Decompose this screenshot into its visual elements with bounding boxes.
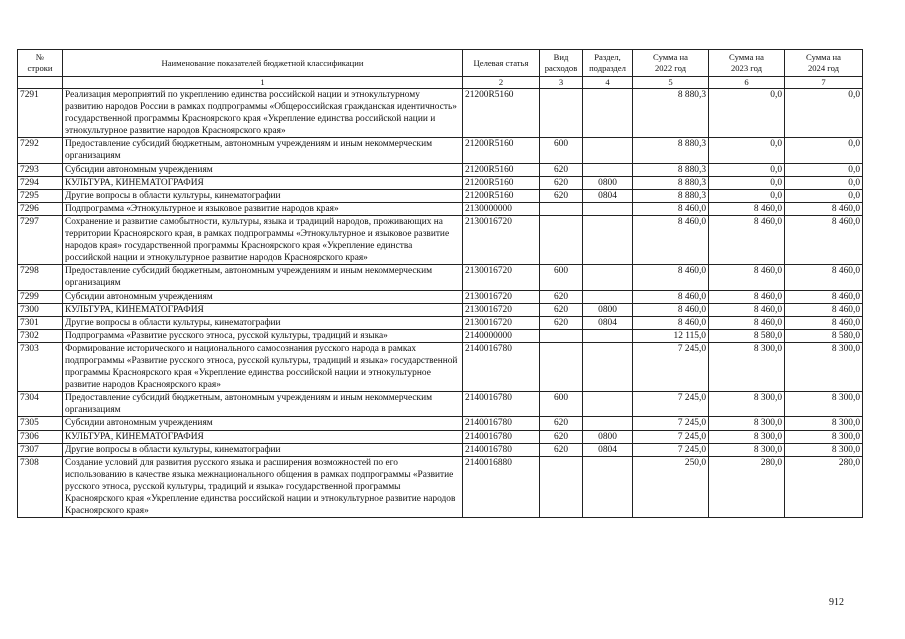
table-row [18, 163, 863, 176]
section-cell [583, 138, 633, 163]
sum-2023-cell: 8 460,0 [709, 265, 785, 290]
expense-type-cell: 620 [540, 163, 583, 176]
row-number-cell: 7308 [18, 456, 63, 517]
sum-2024-cell: 8 300,0 [785, 342, 863, 391]
row-number-cell: 7291 [18, 89, 63, 138]
table-row [18, 417, 863, 430]
sum-2024-cell: 0,0 [785, 163, 863, 176]
sum-2023-cell: 280,0 [709, 456, 785, 517]
table-row [18, 290, 863, 303]
row-number-cell: 7303 [18, 342, 63, 391]
sum-2024-cell: 8 460,0 [785, 202, 863, 215]
table-row [18, 265, 863, 290]
sum-2023-cell: 8 300,0 [709, 430, 785, 443]
target-article-cell: 2140000000 [463, 329, 540, 342]
expense-type-cell: 620 [540, 443, 583, 456]
column-number: 1 [63, 77, 463, 89]
row-name-cell: Реализация мероприятий по укреплению единства российской нации и этнокультурному развитию народов России в рамках подпрограммы «Общероссийская гражданская идентичность» государственной программы Красноярского края «Укрепление единства российской нации и этнокультурное развитие народов Красноярского края» [63, 89, 463, 138]
column-number: 5 [633, 77, 709, 89]
row-name-cell: Субсидии автономным учреждениям [63, 417, 463, 430]
target-article-cell: 2130016720 [463, 303, 540, 316]
row-name-cell: Субсидии автономным учреждениям [63, 290, 463, 303]
row-name-cell: Сохранение и развитие самобытности, культуры, языка и традиций народов, проживающих на территории Красноярского края, в рамках подпрограммы «Этнокультурное и языковое развитие народов края» государственной программы Красноярского края «Укрепление единства российской нации и этнокультурное развитие народов Красноярского края» [63, 215, 463, 264]
row-name-cell: Предоставление субсидий бюджетным, автономным учреждениям и иным некоммерческим организациям [63, 392, 463, 417]
sum-2023-cell: 8 460,0 [709, 290, 785, 303]
section-cell [583, 392, 633, 417]
row-name-cell: КУЛЬТУРА, КИНЕМАТОГРАФИЯ [63, 303, 463, 316]
sum-2023-cell: 8 580,0 [709, 329, 785, 342]
column-number: 6 [709, 77, 785, 89]
sum-2023-cell: 8 300,0 [709, 392, 785, 417]
column-number: 4 [583, 77, 633, 89]
row-number-cell: 7292 [18, 138, 63, 163]
expense-type-cell: 600 [540, 392, 583, 417]
table-row [18, 189, 863, 202]
sum-2022-cell: 8 880,3 [633, 189, 709, 202]
sum-2024-cell: 0,0 [785, 89, 863, 138]
column-number [18, 77, 63, 89]
sum-2022-cell: 8 880,3 [633, 89, 709, 138]
row-number-cell: 7301 [18, 316, 63, 329]
row-number-cell: 7297 [18, 215, 63, 264]
expense-type-cell: 620 [540, 189, 583, 202]
col-header-sum-2023: Сумма на 2023 год [709, 50, 785, 77]
column-number-row [18, 77, 863, 89]
column-number: 7 [785, 77, 863, 89]
row-name-cell: Создание условий для развития русского языка и расширения возможностей по его использованию в качестве языка межнационального общения в рамках подпрограммы «Развитие русского этноса, русской культуры, традиций и языка» государственной программы Красноярского края «Укрепление единства российской нации и этнокультурное развитие народов Красноярского края» [63, 456, 463, 517]
sum-2022-cell: 7 245,0 [633, 430, 709, 443]
table-row [18, 303, 863, 316]
sum-2022-cell: 250,0 [633, 456, 709, 517]
expense-type-cell [540, 89, 583, 138]
sum-2023-cell: 0,0 [709, 176, 785, 189]
target-article-cell: 2140016780 [463, 342, 540, 391]
sum-2022-cell: 8 880,3 [633, 138, 709, 163]
expense-type-cell: 620 [540, 430, 583, 443]
sum-2024-cell: 0,0 [785, 189, 863, 202]
row-name-cell: Другие вопросы в области культуры, кинематографии [63, 316, 463, 329]
section-cell: 0804 [583, 443, 633, 456]
sum-2024-cell: 8 300,0 [785, 443, 863, 456]
row-name-cell: Подпрограмма «Развитие русского этноса, русской культуры, традиций и языка» [63, 329, 463, 342]
row-number-cell: 7295 [18, 189, 63, 202]
sum-2023-cell: 8 460,0 [709, 303, 785, 316]
target-article-cell: 2140016780 [463, 392, 540, 417]
row-name-cell: Подпрограмма «Этнокультурное и языковое развитие народов края» [63, 202, 463, 215]
section-cell: 0800 [583, 430, 633, 443]
sum-2023-cell: 0,0 [709, 138, 785, 163]
sum-2022-cell: 8 460,0 [633, 290, 709, 303]
sum-2023-cell: 8 300,0 [709, 443, 785, 456]
sum-2023-cell: 0,0 [709, 89, 785, 138]
row-number-cell: 7304 [18, 392, 63, 417]
page-number: 912 [829, 597, 844, 608]
table-row [18, 443, 863, 456]
target-article-cell: 21200R5160 [463, 163, 540, 176]
row-name-cell: Предоставление субсидий бюджетным, автономным учреждениям и иным некоммерческим организациям [63, 138, 463, 163]
table-row [18, 430, 863, 443]
table-row [18, 392, 863, 417]
expense-type-cell [540, 342, 583, 391]
expense-type-cell: 600 [540, 138, 583, 163]
col-header-sum-2024: Сумма на 2024 год [785, 50, 863, 77]
col-header-section: Раздел, подраздел [583, 50, 633, 77]
section-cell [583, 417, 633, 430]
target-article-cell: 2140016780 [463, 417, 540, 430]
table-row [18, 176, 863, 189]
target-article-cell: 2130016720 [463, 316, 540, 329]
section-cell: 0800 [583, 176, 633, 189]
sum-2024-cell: 8 460,0 [785, 316, 863, 329]
col-header-row-number: № строки [18, 50, 63, 77]
table-row [18, 316, 863, 329]
sum-2024-cell: 8 300,0 [785, 417, 863, 430]
sum-2022-cell: 8 460,0 [633, 316, 709, 329]
sum-2024-cell: 0,0 [785, 176, 863, 189]
target-article-cell: 2140016880 [463, 456, 540, 517]
sum-2024-cell: 280,0 [785, 456, 863, 517]
column-number: 2 [463, 77, 540, 89]
row-name-cell: Субсидии автономным учреждениям [63, 163, 463, 176]
sum-2024-cell: 8 300,0 [785, 392, 863, 417]
col-header-expense-type: Вид расходов [540, 50, 583, 77]
section-cell [583, 265, 633, 290]
target-article-cell: 21200R5160 [463, 138, 540, 163]
section-cell [583, 163, 633, 176]
sum-2022-cell: 8 460,0 [633, 215, 709, 264]
sum-2024-cell: 8 460,0 [785, 265, 863, 290]
sum-2022-cell: 8 880,3 [633, 163, 709, 176]
table-row [18, 138, 863, 163]
expense-type-cell [540, 215, 583, 264]
expense-type-cell: 600 [540, 265, 583, 290]
row-number-cell: 7298 [18, 265, 63, 290]
target-article-cell: 21200R5160 [463, 189, 540, 202]
target-article-cell: 2130016720 [463, 215, 540, 264]
column-number: 3 [540, 77, 583, 89]
expense-type-cell: 620 [540, 316, 583, 329]
table-row [18, 89, 863, 138]
sum-2024-cell: 8 460,0 [785, 303, 863, 316]
section-cell [583, 202, 633, 215]
target-article-cell: 21200R5160 [463, 176, 540, 189]
sum-2022-cell: 7 245,0 [633, 443, 709, 456]
row-number-cell: 7299 [18, 290, 63, 303]
row-name-cell: Формирование исторического и национального самосознания русского народа в рамках подпрограммы «Развитие русского этноса, русской культуры, традиций и языка» государственной программы Красноярского края «Укрепление единства российской нации и этнокультурное развитие народов Красноярского края» [63, 342, 463, 391]
row-number-cell: 7307 [18, 443, 63, 456]
target-article-cell: 2140016780 [463, 430, 540, 443]
sum-2022-cell: 7 245,0 [633, 342, 709, 391]
table-row [18, 329, 863, 342]
sum-2024-cell: 8 460,0 [785, 215, 863, 264]
row-name-cell: Предоставление субсидий бюджетным, автономным учреждениям и иным некоммерческим организациям [63, 265, 463, 290]
expense-type-cell [540, 202, 583, 215]
target-article-cell: 2140016780 [463, 443, 540, 456]
row-name-cell: КУЛЬТУРА, КИНЕМАТОГРАФИЯ [63, 430, 463, 443]
expense-type-cell [540, 456, 583, 517]
section-cell [583, 290, 633, 303]
section-cell: 0804 [583, 316, 633, 329]
sum-2023-cell: 8 300,0 [709, 342, 785, 391]
expense-type-cell: 620 [540, 417, 583, 430]
target-article-cell: 21200R5160 [463, 89, 540, 138]
sum-2022-cell: 7 245,0 [633, 392, 709, 417]
section-cell: 0804 [583, 189, 633, 202]
row-number-cell: 7305 [18, 417, 63, 430]
row-number-cell: 7294 [18, 176, 63, 189]
row-name-cell: Другие вопросы в области культуры, кинематографии [63, 443, 463, 456]
expense-type-cell: 620 [540, 176, 583, 189]
col-header-target-article: Целевая статья [463, 50, 540, 77]
row-number-cell: 7293 [18, 163, 63, 176]
row-number-cell: 7296 [18, 202, 63, 215]
expense-type-cell: 620 [540, 290, 583, 303]
sum-2024-cell: 8 460,0 [785, 290, 863, 303]
table-row [18, 215, 863, 264]
sum-2024-cell: 8 300,0 [785, 430, 863, 443]
section-cell [583, 215, 633, 264]
col-header-name: Наименование показателей бюджетной классификации [63, 50, 463, 77]
table-row [18, 342, 863, 391]
sum-2023-cell: 0,0 [709, 189, 785, 202]
sum-2022-cell: 8 460,0 [633, 265, 709, 290]
sum-2023-cell: 8 460,0 [709, 316, 785, 329]
section-cell: 0800 [583, 303, 633, 316]
row-name-cell: КУЛЬТУРА, КИНЕМАТОГРАФИЯ [63, 176, 463, 189]
sum-2023-cell: 0,0 [709, 163, 785, 176]
budget-table [17, 49, 863, 518]
expense-type-cell: 620 [540, 303, 583, 316]
sum-2022-cell: 7 245,0 [633, 417, 709, 430]
section-cell [583, 89, 633, 138]
sum-2022-cell: 8 460,0 [633, 202, 709, 215]
table-row [18, 456, 863, 517]
target-article-cell: 2130000000 [463, 202, 540, 215]
sum-2022-cell: 8 460,0 [633, 303, 709, 316]
row-name-cell: Другие вопросы в области культуры, кинематографии [63, 189, 463, 202]
section-cell [583, 342, 633, 391]
row-number-cell: 7306 [18, 430, 63, 443]
table-row [18, 202, 863, 215]
sum-2024-cell: 0,0 [785, 138, 863, 163]
sum-2023-cell: 8 460,0 [709, 215, 785, 264]
sum-2023-cell: 8 300,0 [709, 417, 785, 430]
row-number-cell: 7302 [18, 329, 63, 342]
target-article-cell: 2130016720 [463, 265, 540, 290]
sum-2023-cell: 8 460,0 [709, 202, 785, 215]
row-number-cell: 7300 [18, 303, 63, 316]
section-cell [583, 329, 633, 342]
col-header-sum-2022: Сумма на 2022 год [633, 50, 709, 77]
section-cell [583, 456, 633, 517]
sum-2022-cell: 8 880,3 [633, 176, 709, 189]
sum-2022-cell: 12 115,0 [633, 329, 709, 342]
target-article-cell: 2130016720 [463, 290, 540, 303]
table-header-row [18, 50, 863, 77]
sum-2024-cell: 8 580,0 [785, 329, 863, 342]
expense-type-cell [540, 329, 583, 342]
